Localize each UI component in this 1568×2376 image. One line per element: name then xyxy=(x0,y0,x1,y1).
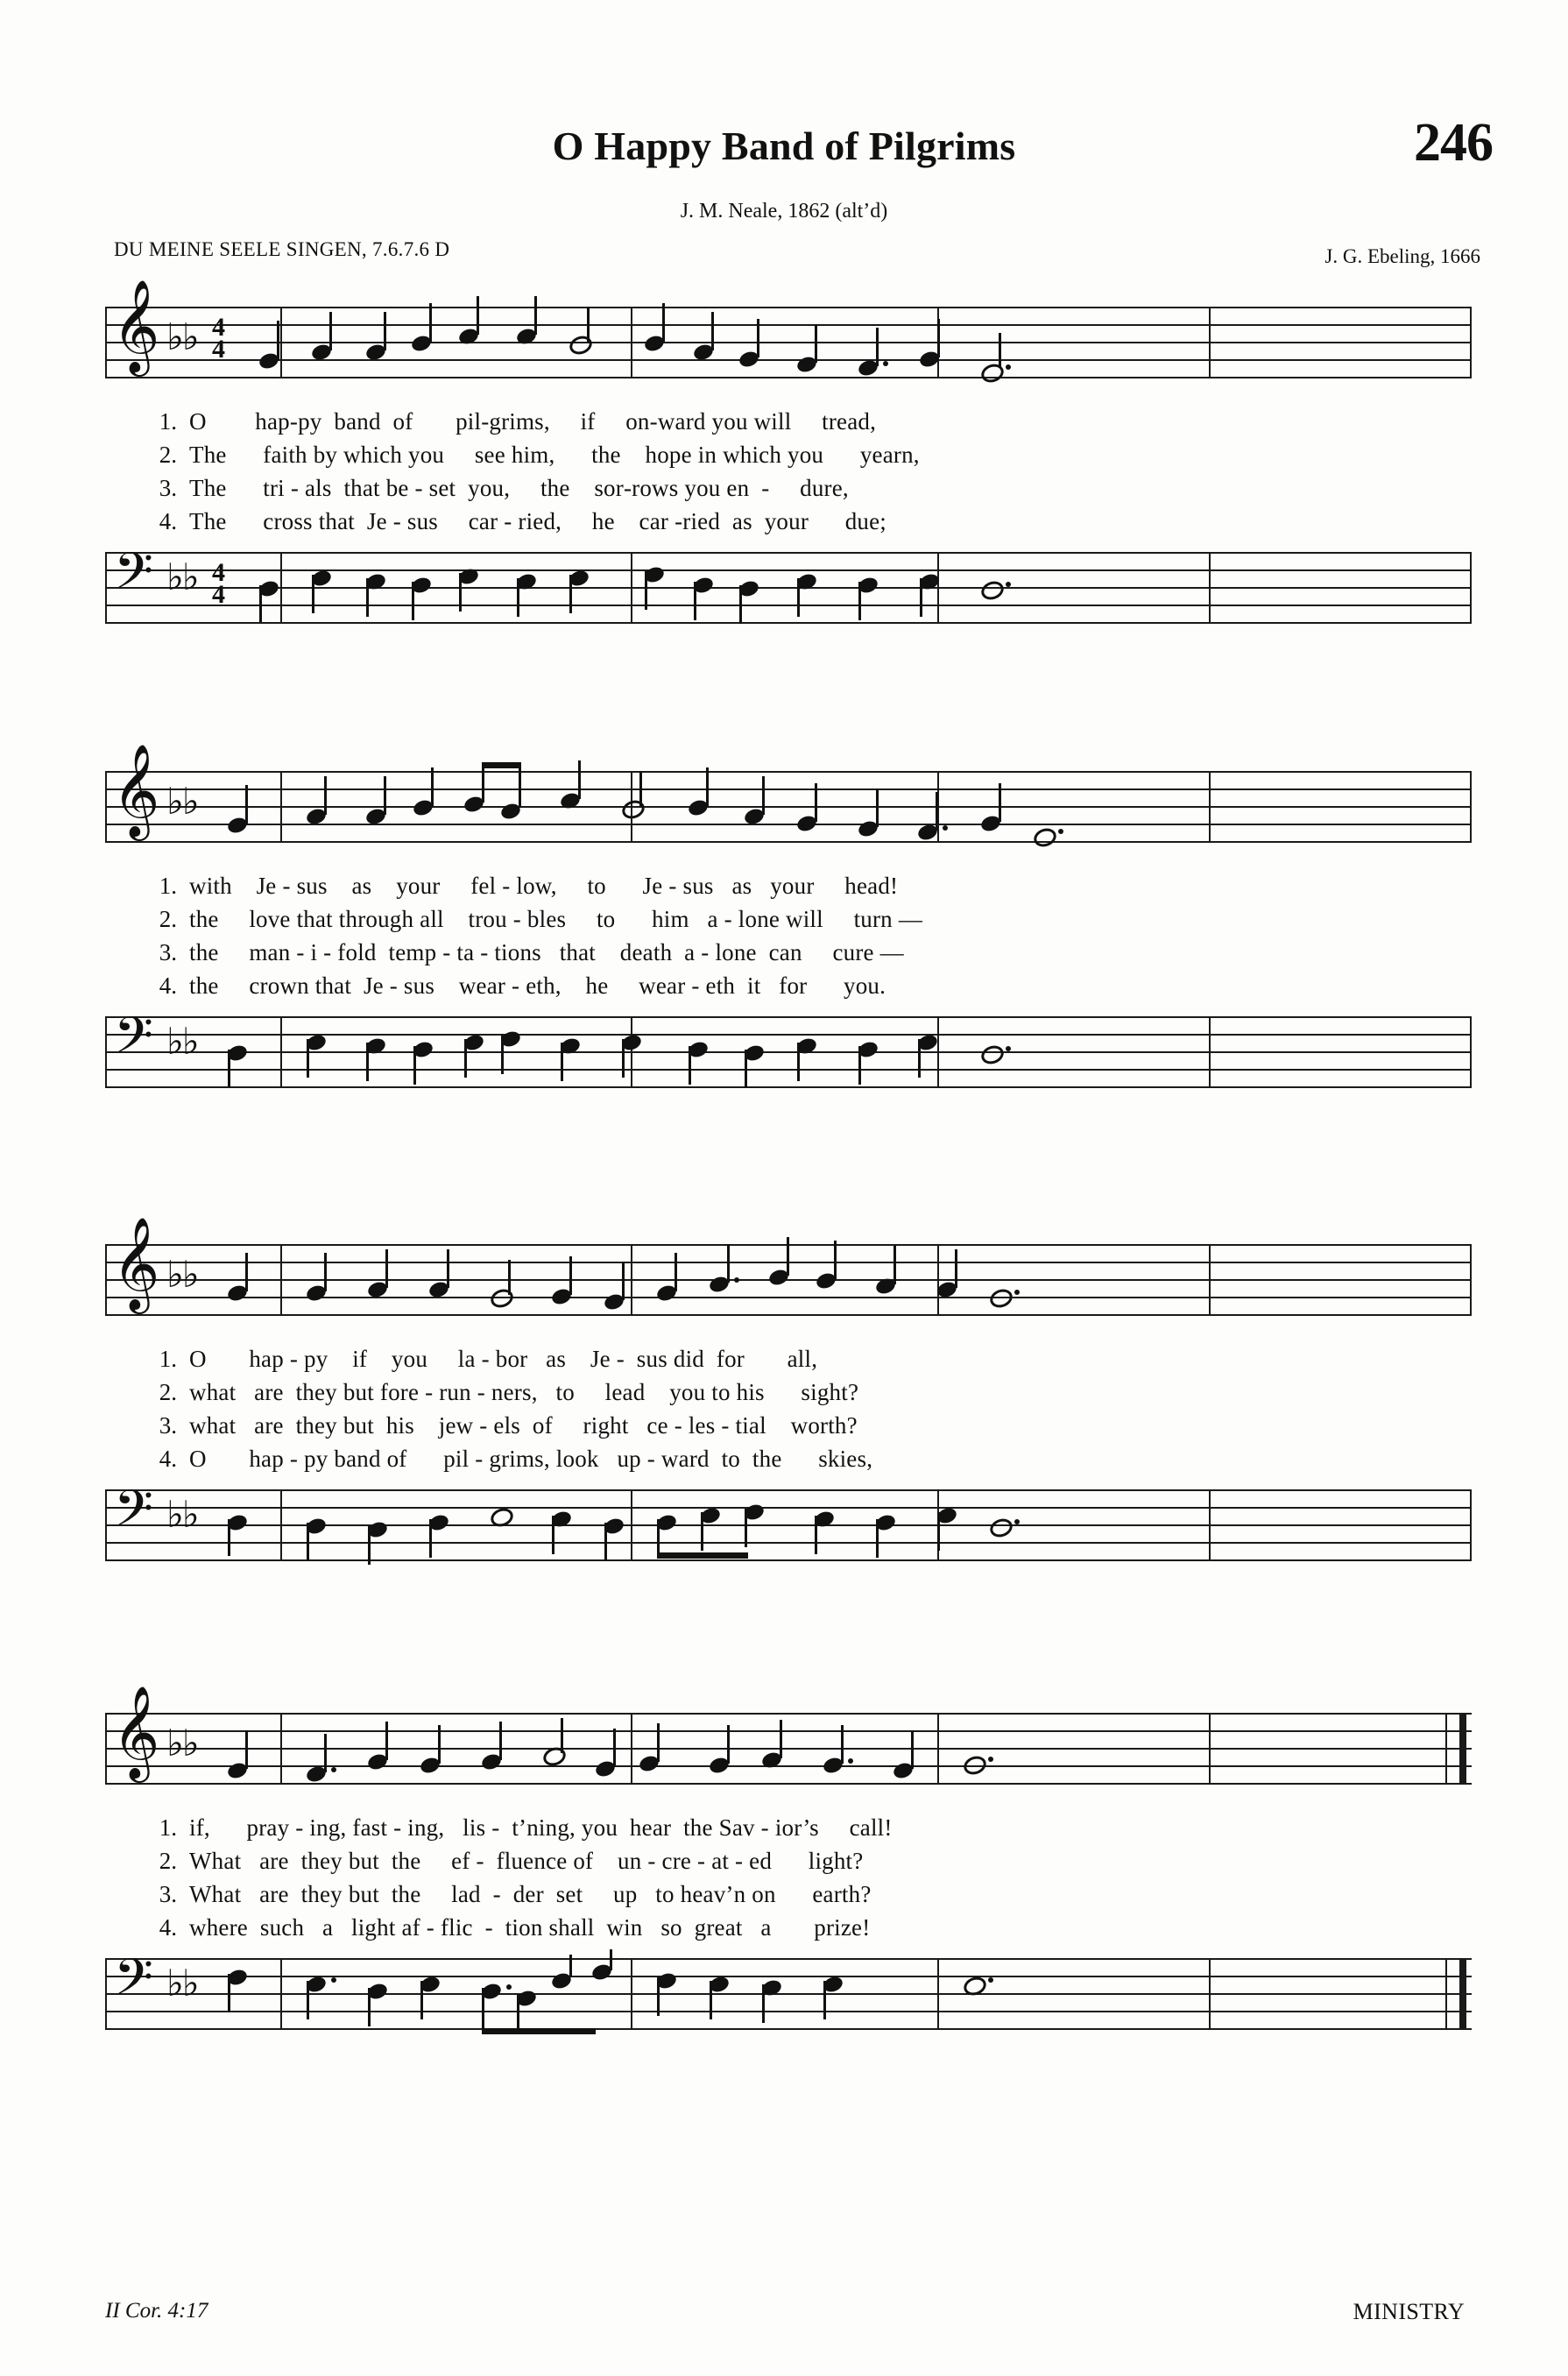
topic-label: MINISTRY xyxy=(1353,2299,1465,2324)
bass-staff-4 xyxy=(105,1948,1472,2033)
lyric-row: 3. what are they but his jew ‑ els of right ce ‑ les ‑ tial worth? xyxy=(159,1412,858,1439)
bass-clef-icon: 𝄢 xyxy=(114,1006,154,1078)
bass-staff-2 xyxy=(105,1006,1472,1092)
key-signature: ♭♭ xyxy=(166,780,198,823)
time-signature: 4 4 xyxy=(212,558,225,609)
key-signature: ♭♭ xyxy=(166,1722,198,1764)
treble-clef-icon: 𝄞 xyxy=(112,279,160,372)
composer-attribution: J. G. Ebeling, 1666 xyxy=(1324,245,1480,267)
lyrics-block-2 xyxy=(131,869,1463,1002)
page-title: O Happy Band of Pilgrims xyxy=(552,124,1016,168)
key-signature: ♭♭ xyxy=(166,1962,198,2005)
treble-staff-2 xyxy=(105,743,1472,846)
treble-clef-icon: 𝄞 xyxy=(112,1216,160,1310)
key-signature: ♭♭ xyxy=(166,1253,198,1296)
bass-staff-1 xyxy=(105,541,1472,627)
lyric-row: 2. The faith by which you see him, the hope in which you yearn, xyxy=(159,442,920,468)
lyric-row: 4. where such a light af ‑ flic ‑ tion shall win so great a prize! xyxy=(159,1914,871,1941)
author-attribution: J. M. Neale, 1862 (alt’d) xyxy=(680,200,888,223)
lyrics-block-3 xyxy=(131,1342,1463,1475)
treble-clef-icon: 𝄞 xyxy=(112,1685,160,1778)
bass-clef-icon: 𝄢 xyxy=(114,1948,154,2019)
lyric-row: 2. what are they but fore ‑ run ‑ ners, to lead you to his sight? xyxy=(159,1379,859,1405)
lyric-row: 1. if, pray ‑ ing, fast ‑ ing, lis ‑ t’ning, you hear the Sav ‑ ior’s call! xyxy=(159,1814,893,1841)
treble-staff-4 xyxy=(105,1685,1472,1788)
treble-staff-3 xyxy=(105,1216,1472,1319)
lyric-row: 1. with Je ‑ sus as your fel ‑ low, to Je ‑ sus as your head! xyxy=(159,873,899,899)
lyric-row: 3. The tri ‑ als that be ‑ set you, the sor‑rows you en ‑ dure, xyxy=(159,475,849,501)
time-signature: 4 4 xyxy=(212,313,225,364)
lyric-row: 3. What are they but the lad ‑ der set up to heav’n on earth? xyxy=(159,1881,872,1907)
key-signature: ♭♭ xyxy=(166,315,198,358)
lyric-row: 1. O hap ‑ py if you la ‑ bor as Je ‑ sus did for all, xyxy=(159,1346,818,1372)
key-signature: ♭♭ xyxy=(166,555,198,598)
treble-staff-1 xyxy=(105,279,1472,382)
lyric-row: 2. the love that through all trou ‑ bles to him a ‑ lone will turn — xyxy=(159,906,923,932)
lyric-row: 2. What are they but the ef ‑ fluence of un ‑ cre ‑ at ‑ ed light? xyxy=(159,1848,864,1874)
treble-clef-icon: 𝄞 xyxy=(112,743,160,837)
lyric-row: 1. O hap‑py band of pil‑grims, if on‑ward you will tread, xyxy=(159,408,877,435)
hymn-number: 246 xyxy=(1414,113,1493,173)
scripture-reference: II Cor. 4:17 xyxy=(105,2299,208,2323)
key-signature: ♭♭ xyxy=(166,1020,198,1063)
lyric-row: 4. O hap ‑ py band of pil ‑ grims, look up ‑ ward to the skies, xyxy=(159,1446,873,1472)
lyric-row: 4. The cross that Je ‑ sus car ‑ ried, he car ‑ried as your due; xyxy=(159,508,887,534)
key-signature: ♭♭ xyxy=(166,1493,198,1536)
tune-name: DU MEINE SEELE SINGEN, 7.6.7.6 D xyxy=(114,238,450,260)
lyric-row: 4. the crown that Je ‑ sus wear ‑ eth, he wear ‑ eth it for you. xyxy=(159,972,886,999)
lyrics-block-4 xyxy=(131,1811,1463,1944)
lyric-row: 3. the man ‑ i ‑ fold temp ‑ ta ‑ tions that death a ‑ lone can cure — xyxy=(159,939,904,965)
bass-clef-icon: 𝄢 xyxy=(114,541,154,613)
lyrics-block-1 xyxy=(131,405,1463,538)
bass-staff-3 xyxy=(105,1479,1472,1565)
bass-clef-icon: 𝄢 xyxy=(114,1479,154,1551)
